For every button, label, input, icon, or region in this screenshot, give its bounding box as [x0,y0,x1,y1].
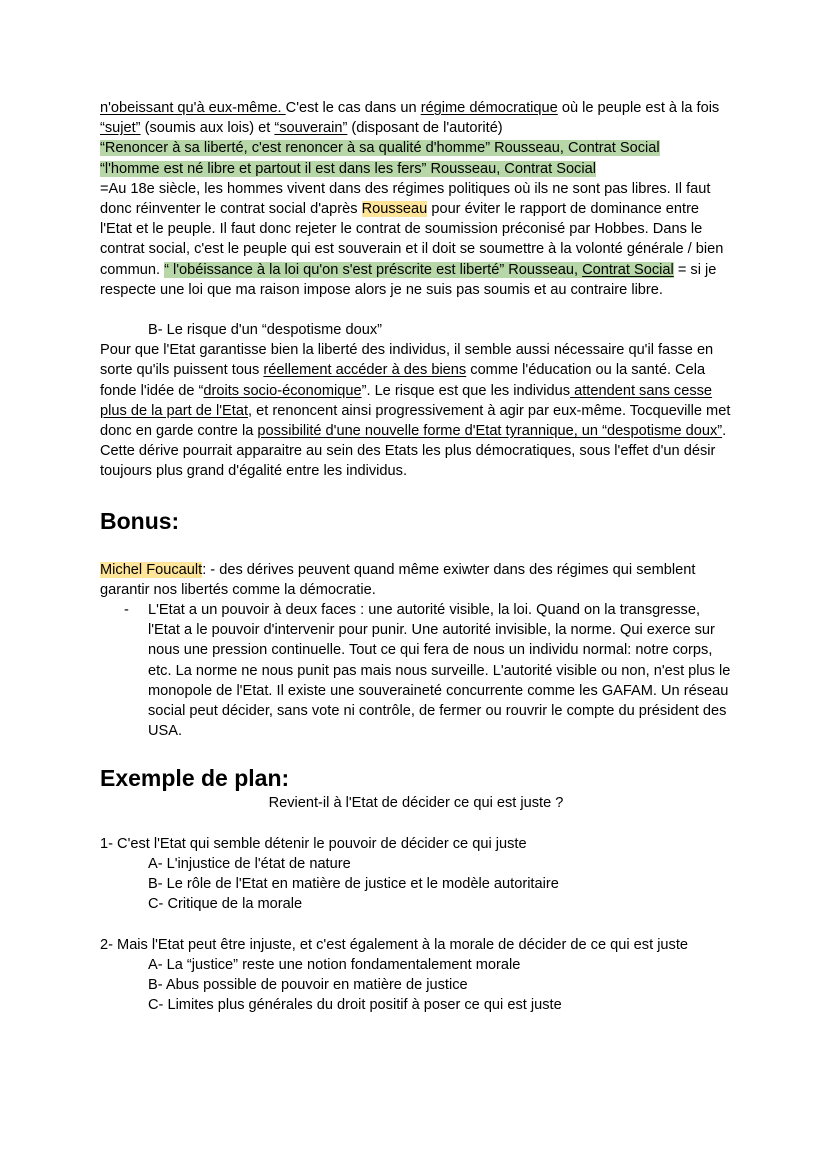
highlighted-quote-underlined: Contrat Social [582,261,674,278]
text: où le peuple est à la fois [557,100,720,116]
plan-part-1-a: A- L'injustice de l'état de nature [148,855,351,872]
paragraph-democracy [100,98,732,138]
plan-part-2-b: B- Abus possible de pouvoir en matière de justice [148,976,468,993]
bonus-list [100,600,732,741]
text: pour éviter le rapport de dominance entre l'Etat et le peuple. Il faut donc rejeter le contrat de soumission préconisé par Hobbes. Dans le contrat social, c'est le peuple qui est souverain et il doit se soumettre à la volonté générale / bien commun. [100,201,724,278]
heading-bonus: Bonus: [100,507,180,534]
document-page [100,98,732,1015]
plan-question: Revient-il à l'Etat de décider ce qui est juste ? [268,795,564,812]
plan-part-1-title: 1- C'est l'Etat qui semble détenir le pouvoir de décider ce qui juste [100,835,527,852]
underlined-text: régime démocratique [420,100,558,116]
text: C'est le cas dans un [285,100,421,116]
paragraph-foucault [100,560,732,600]
plan-part-1-c: C- Critique de la morale [148,896,303,913]
text: ”. Le risque est que les individus [361,382,571,399]
text: (disposant de l'autorité) [347,120,503,137]
quote-rousseau-2 [100,159,732,179]
underlined-text: attendent sans cesse plus de la part de l'Etat [100,382,713,419]
underlined-text: droits socio-économique [203,382,362,399]
text: . Cette dérive pourrait apparaitre au sein des Etats les plus démocratiques, sous l'effet d'un désir toujours plus grand d'égalité entre les individus. [100,423,727,480]
highlighted-name: Michel Foucault [100,561,203,578]
text: : - des dérives peuvent quand même exiwter dans des régimes qui semblent garantir nos libertés comme la démocratie. [100,561,696,598]
underlined-text: n'obeissant qu'à eux-même. [100,100,286,116]
text: L'Etat a un pouvoir à deux faces : une autorité visible, la loi. Quand on la transgresse, l'Etat a le pouvoir d'intervenir pour punir. Une autorité invisible, la norme. Qui exerce sur nous une pression continuelle. Tout ce qui fera de nous un individu normal: notre corps, etc. La norme ne nous punit pas mais nous surveille. L'autorité visible ou non, n'est plus le monopole de l'Etat. Il existe une souveraineté concurrente comme les GAFAM. Un réseau social peut décider, sans vote ni contrôle, de fermer ou rouvrir le compte du président des USA. [148,602,731,740]
underlined-text: “sujet” [100,120,141,137]
plan-part-1-b: B- Le rôle de l'Etat en matière de justice et le modèle autoritaire [148,876,559,893]
dash-marker: - [124,602,129,619]
text: , et renoncent ainsi progressivement à agir par eux-même. Tocqueville met donc en garde contre la [100,402,731,440]
highlighted-name: Rousseau [361,201,428,218]
heading-plan: Exemple de plan: [100,765,290,792]
highlighted-quote: “ l'obéissance à la loi qu'on s'est préscrite est liberté” Rousseau, [164,261,583,278]
plan-part-2-title: 2- Mais l'Etat peut être injuste, et c'est également à la morale de décider de ce qui est juste [100,936,689,953]
underlined-text: possibilité d'une nouvelle forme d'Etat tyrannique, un “despotisme doux” [257,423,723,440]
plan-part-2-c: C- Limites plus générales du droit positif à poser ce qui est juste [148,997,562,1014]
list-item [100,600,732,741]
quote-rousseau-1 [100,138,732,158]
highlighted-quote: “Renoncer à sa liberté, c'est renoncer à sa qualité d'homme” Rousseau, Contrat Social [100,140,660,157]
paragraph-contrat-social [100,179,732,300]
text: comme l'éducation ou la santé. Cela fonde l'idée de “ [100,362,706,399]
text: (soumis aux lois) et [140,120,275,137]
text: =Au 18e siècle, les hommes vivent dans des régimes politiques où ils ne sont pas libres. Il faut donc réinventer le contrat social d'après [100,180,711,218]
plan-part-2-a: A- La “justice” reste une notion fondamentalement morale [148,956,521,973]
paragraph-despotisme [100,340,732,481]
underlined-text: “souverain” [274,120,348,137]
subheading-b: B- Le risque d'un “despotisme doux” [148,322,382,339]
highlighted-quote: “l'homme est né libre et partout il est dans les fers” Rousseau, Contrat Social [100,160,596,177]
underlined-text: réellement accéder à des biens [263,362,467,379]
text: = si je respecte une loi que ma raison impose alors je ne suis pas soumis et au contraire libre. [100,261,717,298]
text: Pour que l'Etat garantisse bien la liberté des individus, il semble aussi nécessaire qu'il fasse en sorte qu'ils puissent tous [100,342,714,379]
